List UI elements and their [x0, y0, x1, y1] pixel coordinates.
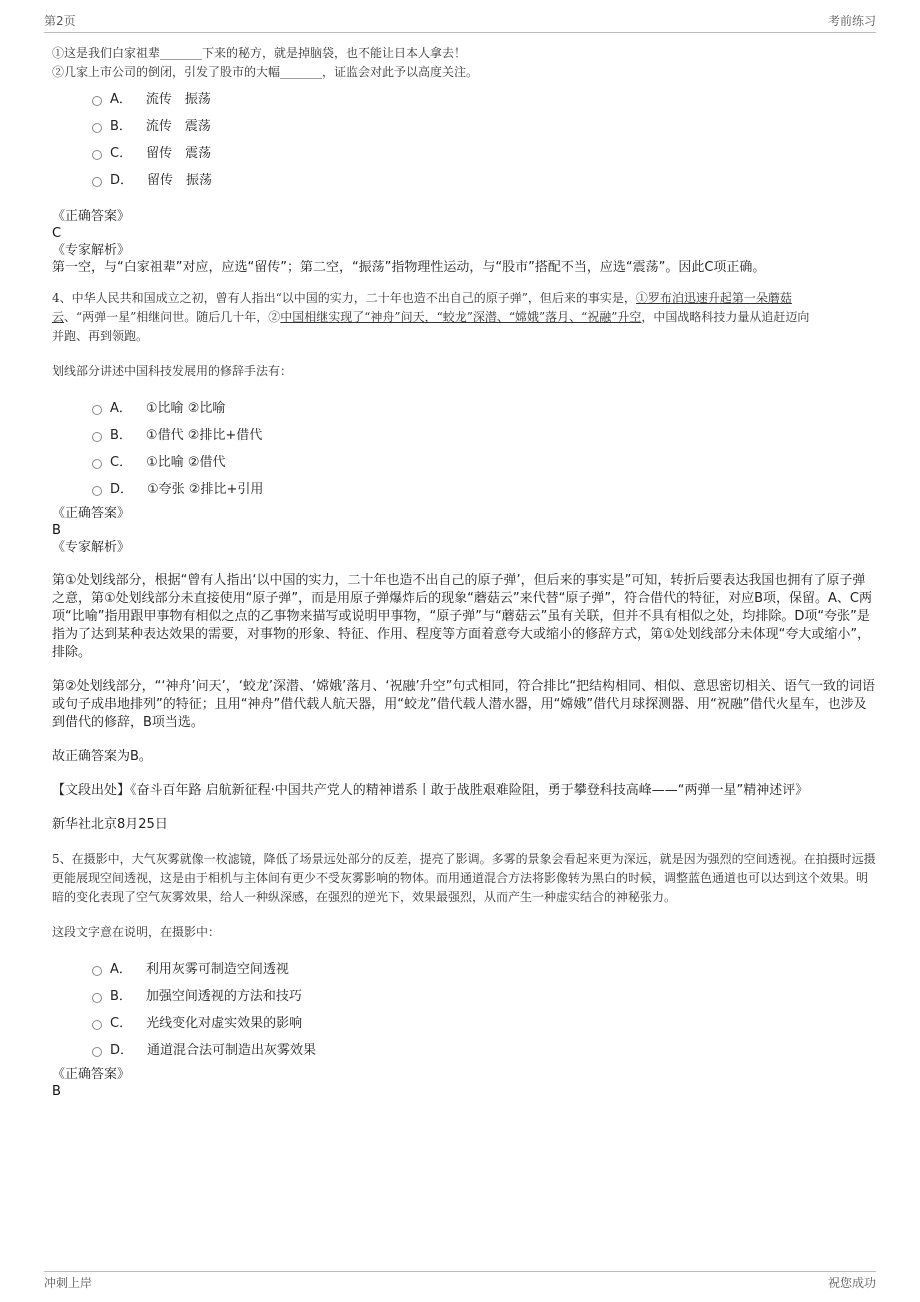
- q4-analysis-2: 第②处划线部分，“‘神舟’问天’，‘蛟龙’深潜、‘嫦娥’落月、‘祝融’升空”句式相同，符合排比“把结构相同、相似、意思密切相关、语气一致的词语或句子成串地排列”的特征；且用“神舟”借代载人航天器，用“蛟龙”借代载人潜水器，用“嫦娥”借代月球探测器、用“祝融”借代火星车，也涉及到借代的修辞，B项当选。: [52, 679, 876, 730]
- header-title: 考前练习: [827, 14, 876, 28]
- option-text: ①比喻 ②借代: [146, 455, 226, 470]
- q5-answer-label: 《正确答案》: [52, 1067, 131, 1082]
- q5-option-d[interactable]: [92, 1035, 876, 1062]
- q4-underline-1-cont: 云: [52, 310, 65, 324]
- option-text: 光线变化对虚实效果的影响: [146, 1016, 303, 1031]
- q4-option-c[interactable]: [92, 447, 876, 474]
- q3-option-a[interactable]: [92, 84, 876, 111]
- radio-icon[interactable]: [92, 966, 102, 976]
- option-text: 留传 震荡: [146, 146, 212, 161]
- option-letter: D．: [110, 482, 134, 497]
- q4-option-a[interactable]: [92, 393, 876, 420]
- question-5: [52, 850, 876, 1100]
- radio-icon[interactable]: [92, 486, 102, 496]
- option-letter: C．: [110, 1016, 133, 1031]
- q4-passage-part: 并跑、再到领跑。: [52, 329, 149, 343]
- option-letter: C．: [110, 146, 133, 161]
- q4-passage: [52, 289, 876, 346]
- page-header: [44, 12, 876, 33]
- page-content: [52, 44, 876, 1100]
- radio-icon[interactable]: [92, 150, 102, 160]
- footer-right-text: 祝您成功: [827, 1276, 876, 1290]
- q3-option-d[interactable]: [92, 165, 876, 192]
- option-text: 留传 振荡: [147, 173, 213, 188]
- q5-option-a[interactable]: [92, 954, 876, 981]
- option-text: 流传 振荡: [145, 92, 211, 107]
- radio-icon[interactable]: [92, 405, 102, 415]
- q5-passage: 5、在摄影中，大气灰雾就像一枚滤镜，降低了场景远处部分的反差，提亮了影调。多雾的景象会看起来更为深远，就是因为强烈的空间透视。在拍摄时远摄更能展现空间透视，这是由于相机与主体间有更少不受灰雾影响的物体。而用通道混合方法将影像转为黑白的时候，调整蓝色通道也可以达到这个效果。明暗的变化表现了空气灰雾效果，给人一种纵深感，在强烈的逆光下，效果最强烈，从而产生一种虚实结合的神秘张力。: [52, 852, 876, 904]
- q4-analysis-3: 故正确答案为B。: [52, 749, 152, 764]
- option-letter: D．: [110, 173, 134, 188]
- option-letter: D．: [110, 1043, 134, 1058]
- q3-answer: C: [52, 226, 62, 241]
- q3-option-c[interactable]: [92, 138, 876, 165]
- q5-answer: B: [52, 1084, 61, 1099]
- page-footer: [44, 1271, 876, 1291]
- q3-analysis-label: 《专家解析》: [52, 243, 131, 258]
- q4-answer-label: 《正确答案》: [52, 506, 131, 521]
- radio-icon[interactable]: [92, 993, 102, 1003]
- option-letter: C．: [110, 455, 133, 470]
- option-text: ①比喻 ②比喻: [145, 401, 226, 416]
- radio-icon[interactable]: [92, 177, 102, 187]
- q4-underline-1: ①罗布泊迅速升起第一朵蘑菇: [635, 291, 792, 305]
- option-text: 利用灰雾可制造空间透视: [145, 962, 289, 977]
- q4-stem: 划线部分讲述中国科技发展用的修辞手法有：: [52, 364, 293, 378]
- q4-option-b[interactable]: [92, 420, 876, 447]
- option-text: 通道混合法可制造出灰雾效果: [147, 1043, 317, 1058]
- q5-option-b[interactable]: [92, 981, 876, 1008]
- q5-stem: 这段文字意在说明，在摄影中：: [52, 925, 221, 939]
- q3-option-b[interactable]: [92, 111, 876, 138]
- option-text: 加强空间透视的方法和技巧: [145, 989, 302, 1004]
- option-letter: A．: [110, 401, 132, 416]
- radio-icon[interactable]: [92, 459, 102, 469]
- option-letter: B．: [110, 989, 132, 1004]
- q3-sentence-2: ②几家上市公司的倒闭，引发了股市的大幅_______，证监会对此予以高度关注。: [52, 65, 479, 79]
- radio-icon[interactable]: [92, 432, 102, 442]
- option-letter: B．: [110, 119, 132, 134]
- q4-underline-2: 中国相继实现了“神舟”问天，“蛟龙”深潜、“嫦娥”落月、“祝融”升空: [280, 310, 642, 324]
- option-text: 流传 震荡: [145, 119, 211, 134]
- radio-icon[interactable]: [92, 1020, 102, 1030]
- footer-left-text: 冲刺上岸: [44, 1276, 93, 1290]
- q4-passage-part: ，中国战略科技力量从追赶迈向: [641, 310, 810, 324]
- q4-analysis-1: 第①处划线部分，根据“曾有人指出‘以中国的实力，二十年也造不出自己的原子弹’，但后来的事实是”可知，转折后要表达我国也拥有了原子弹之意，第①处划线部分未直接使用“原子弹”，而是用原子弹爆炸后的现象“蘑菇云”来代替“原子弹”，符合借代的特征，对应B项，保留。A、C两项“比喻”指用跟甲事物有相似之点的乙事物来描写或说明甲事物，“原子弹”与“蘑菇云”虽有关联，但并不具有相似之处，均排除。D项“夸张”是指为了达到某种表达效果的需要，对事物的形象、特征、作用、程度等方面着意夸大或缩小的修辞方式，第①处划线部分未体现“夸大或缩小”，排除。: [52, 573, 872, 660]
- page-number: 第2页: [44, 14, 76, 28]
- q5-option-c[interactable]: [92, 1008, 876, 1035]
- q4-source-dateline: 新华社北京8月25日: [52, 817, 168, 832]
- radio-icon[interactable]: [92, 123, 102, 133]
- radio-icon[interactable]: [92, 1047, 102, 1057]
- option-text: ①借代 ②排比+借代: [145, 428, 263, 443]
- radio-icon[interactable]: [92, 96, 102, 106]
- option-letter: A．: [110, 962, 132, 977]
- q4-option-d[interactable]: [92, 474, 876, 501]
- question-3: [52, 44, 876, 277]
- q3-analysis: 第一空，与“白家祖辈”对应，应选“留传”；第二空，“振荡”指物理性运动，与“股市”搭配不当，应选“震荡”。因此C项正确。: [52, 260, 766, 275]
- q4-answer: B: [52, 523, 61, 538]
- question-4: [52, 289, 876, 834]
- q3-answer-label: 《正确答案》: [52, 209, 131, 224]
- option-letter: B．: [110, 428, 132, 443]
- option-letter: A．: [110, 92, 132, 107]
- q3-sentence-1: ①这是我们白家祖辈_______下来的秘方，就是掉脑袋，也不能让日本人拿去！: [52, 46, 467, 60]
- q4-source: 【文段出处】《奋斗百年路 启航新征程·中国共产党人的精神谱系丨敢于战胜艰难险阻，勇于攀登科技高峰——“两弹一星”精神述评》: [52, 783, 809, 798]
- q4-passage-part: 、“两弹一星”相继问世。随后几十年，②: [64, 310, 281, 324]
- q4-analysis-label: 《专家解析》: [52, 540, 131, 555]
- option-text: ①夸张 ②排比+引用: [147, 482, 264, 497]
- q4-passage-part: 4、中华人民共和国成立之初，曾有人指出“以中国的实力，二十年也造不出自己的原子弹”，但后来的事实是，: [52, 291, 636, 305]
